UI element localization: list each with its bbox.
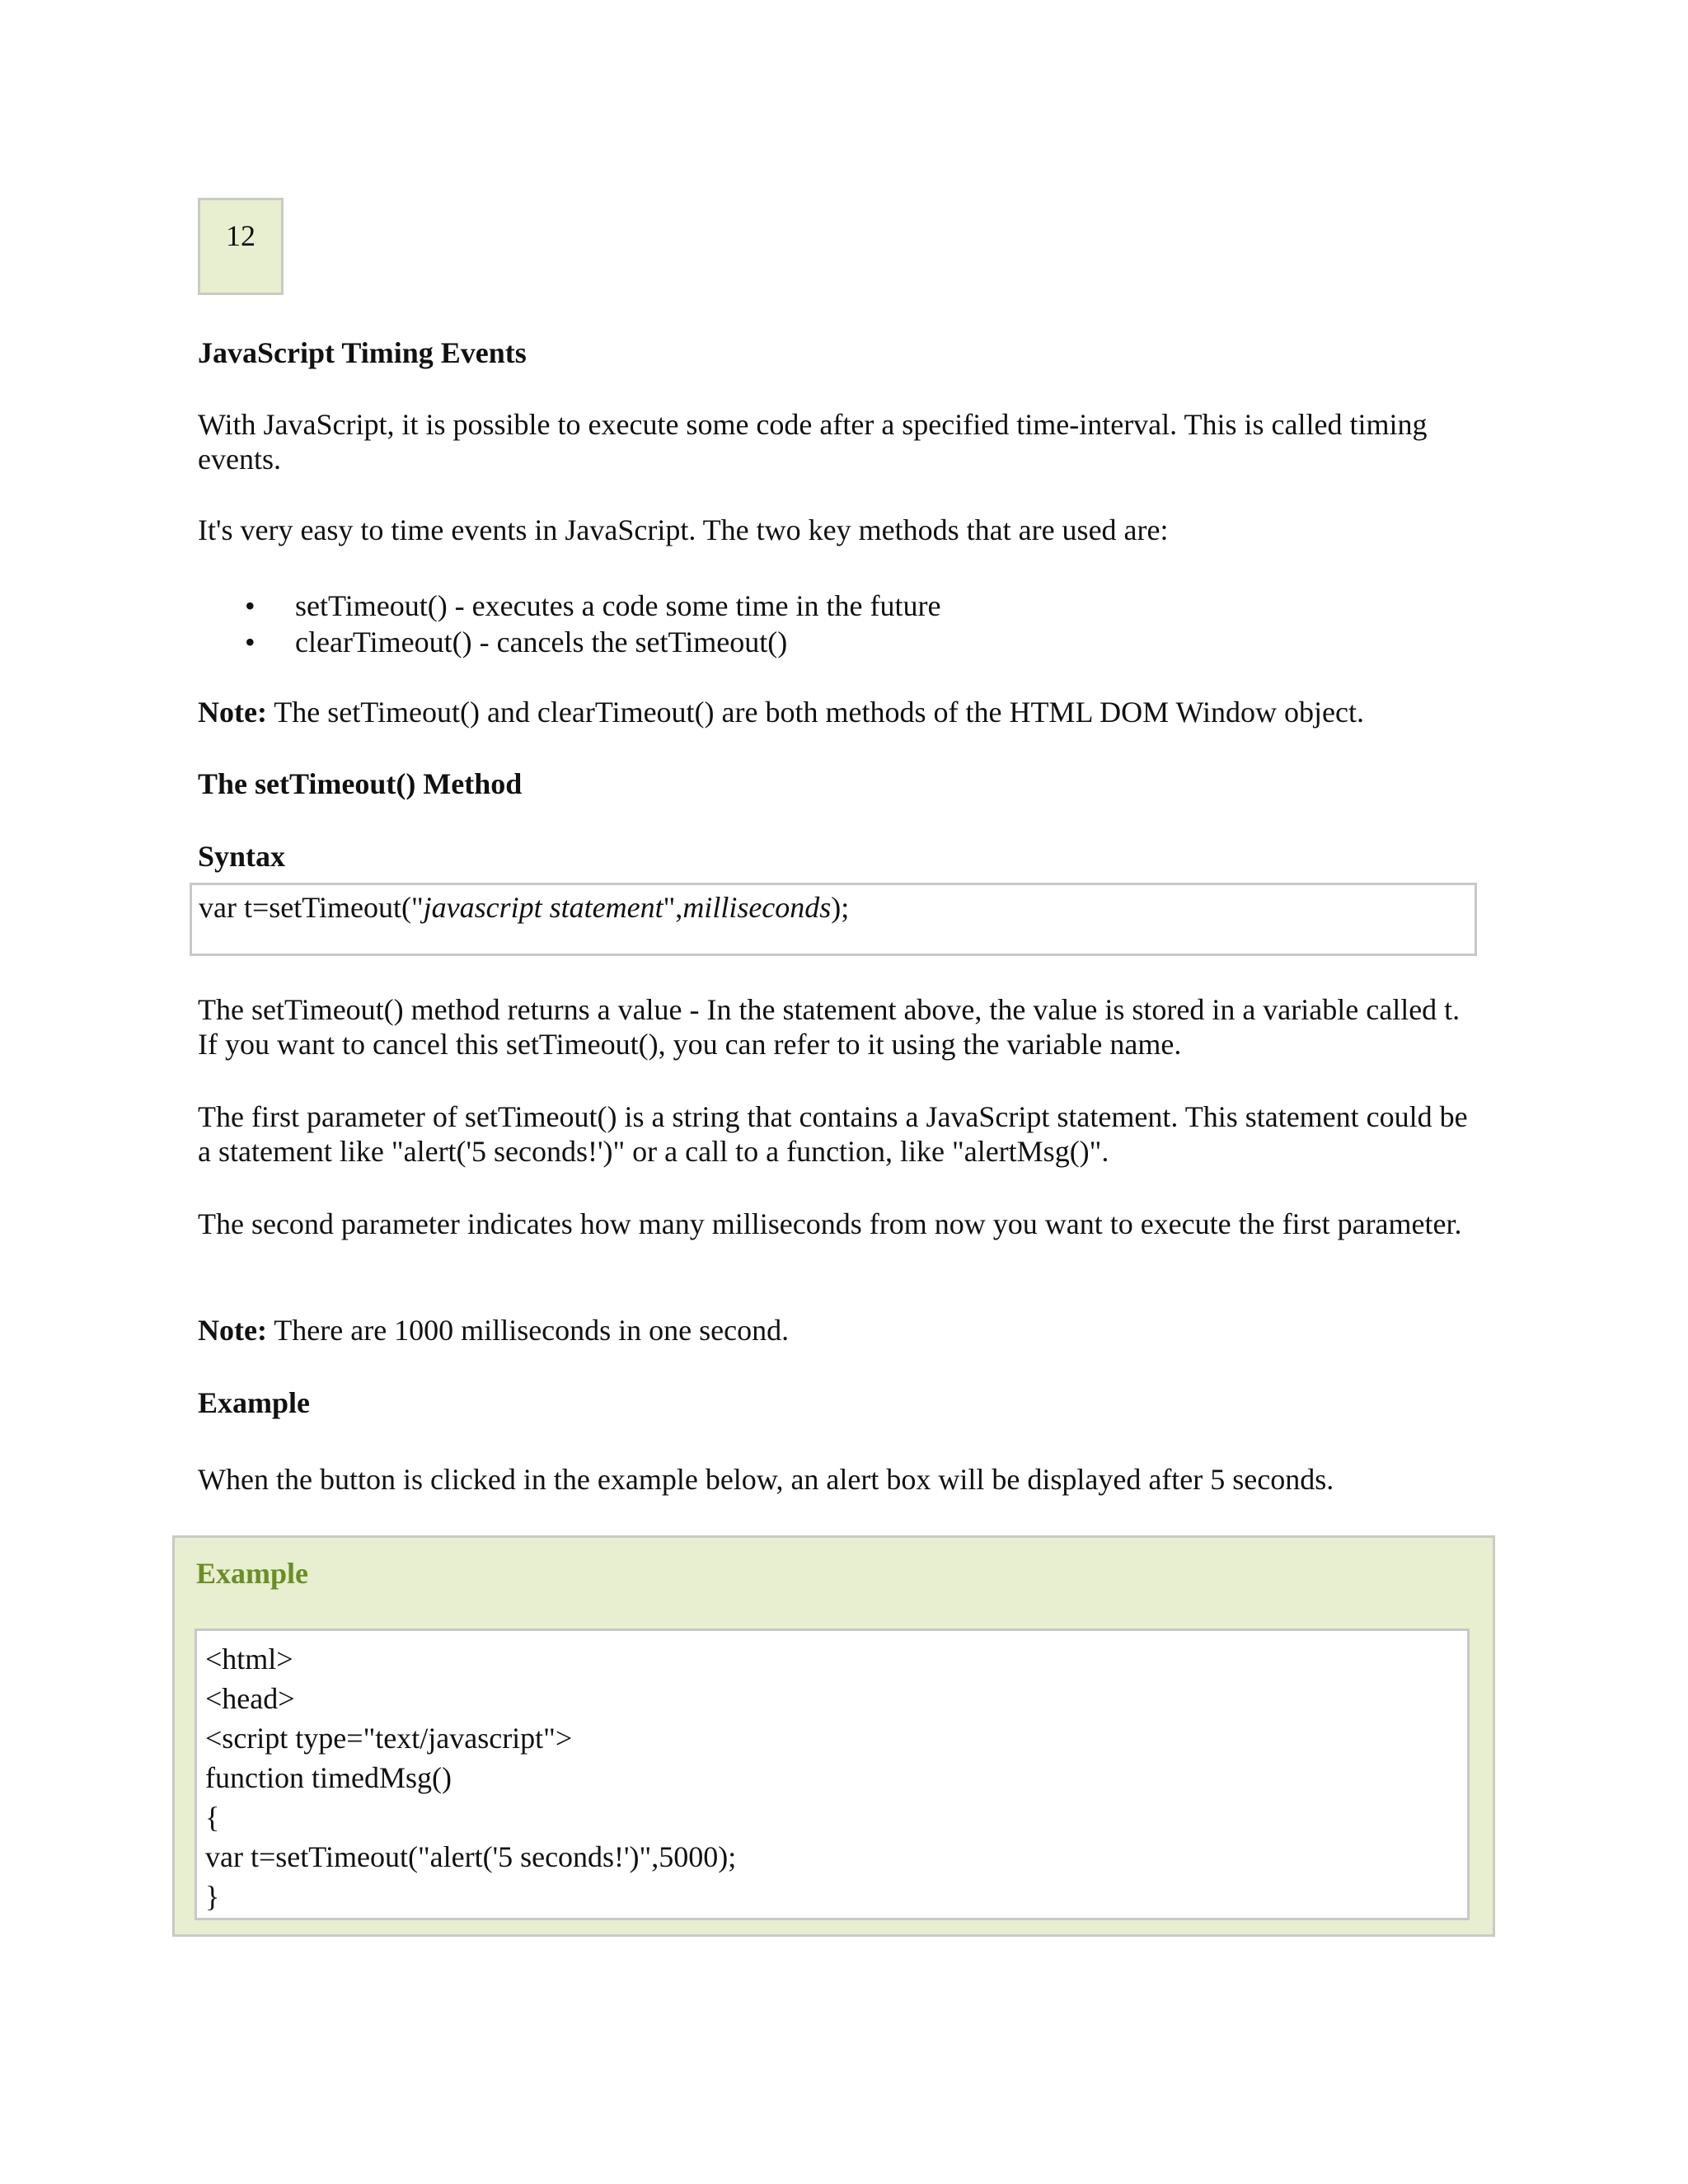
list-item-text: clearTimeout() - cancels the setTimeout(): [295, 626, 788, 658]
para-first-param: The first parameter of setTimeout() is a string that contains a JavaScript statement. This statement could be a statement like "alert('5 seconds!')" or a call to a function, like "alertMsg()".: [198, 1100, 1468, 1168]
bullet-glyph: •: [245, 589, 256, 622]
note-label: Note:: [198, 696, 267, 729]
syntax-statement: javascript statement: [423, 891, 663, 924]
methods-intro: It's very easy to time events in JavaScript. The two key methods that are used are:: [198, 513, 1169, 546]
code-line: <html>: [205, 1643, 293, 1675]
para-returns: The setTimeout() method returns a value - In the statement above, the value is stored in a variable called t. If you want to cancel this setTimeout(), you can refer to it using the variable name.: [198, 993, 1461, 1061]
code-line: <head>: [205, 1682, 295, 1715]
heading-timing-events: JavaScript Timing Events: [198, 336, 527, 369]
note-label: Note:: [198, 1314, 267, 1347]
note-milliseconds: [198, 1313, 1484, 1347]
code-line: function timedMsg(): [205, 1761, 452, 1794]
heading-example: Example: [198, 1386, 311, 1419]
syntax-suffix: );: [831, 891, 850, 924]
page-number: 12: [226, 219, 256, 252]
example-panel: [172, 1535, 1495, 1937]
syntax-prefix: var t=setTimeout(": [199, 891, 424, 924]
code-line: }: [205, 1880, 220, 1913]
example-panel-heading: Example: [196, 1557, 309, 1590]
note-text: The setTimeout() and clearTimeout() are both methods of the HTML DOM Window object.: [266, 696, 1364, 729]
syntax-milliseconds: milliseconds: [682, 891, 832, 924]
note-text: There are 1000 milliseconds in one second.: [266, 1314, 790, 1347]
heading-settimeout-method: The setTimeout() Method: [198, 767, 523, 800]
intro-paragraph: With JavaScript, it is possible to execute some code after a specified time-interval. This is called timing events.: [198, 408, 1428, 476]
code-line: {: [205, 1801, 220, 1834]
para-second-param: The second parameter indicates how many milliseconds from now you want to execute the first parameter.: [198, 1207, 1462, 1240]
methods-list: [198, 588, 1484, 660]
syntax-code-box: [190, 883, 1477, 956]
para-example-intro: When the button is clicked in the example below, an alert box will be displayed after 5 seconds.: [198, 1463, 1334, 1496]
code-line: <script type="text/javascript">: [205, 1722, 573, 1755]
syntax-middle: ",: [663, 891, 683, 924]
code-line: var t=setTimeout("alert('5 seconds!')",5000);: [205, 1840, 737, 1873]
list-item: [198, 624, 1484, 660]
example-code-box: [195, 1629, 1470, 1920]
page-number-box: [198, 198, 284, 295]
heading-syntax: Syntax: [198, 840, 286, 873]
note-window-object: [198, 695, 1484, 729]
list-item-text: setTimeout() - executes a code some time in the future: [295, 589, 941, 622]
bullet-glyph: •: [245, 626, 256, 658]
list-item: [198, 588, 1484, 624]
